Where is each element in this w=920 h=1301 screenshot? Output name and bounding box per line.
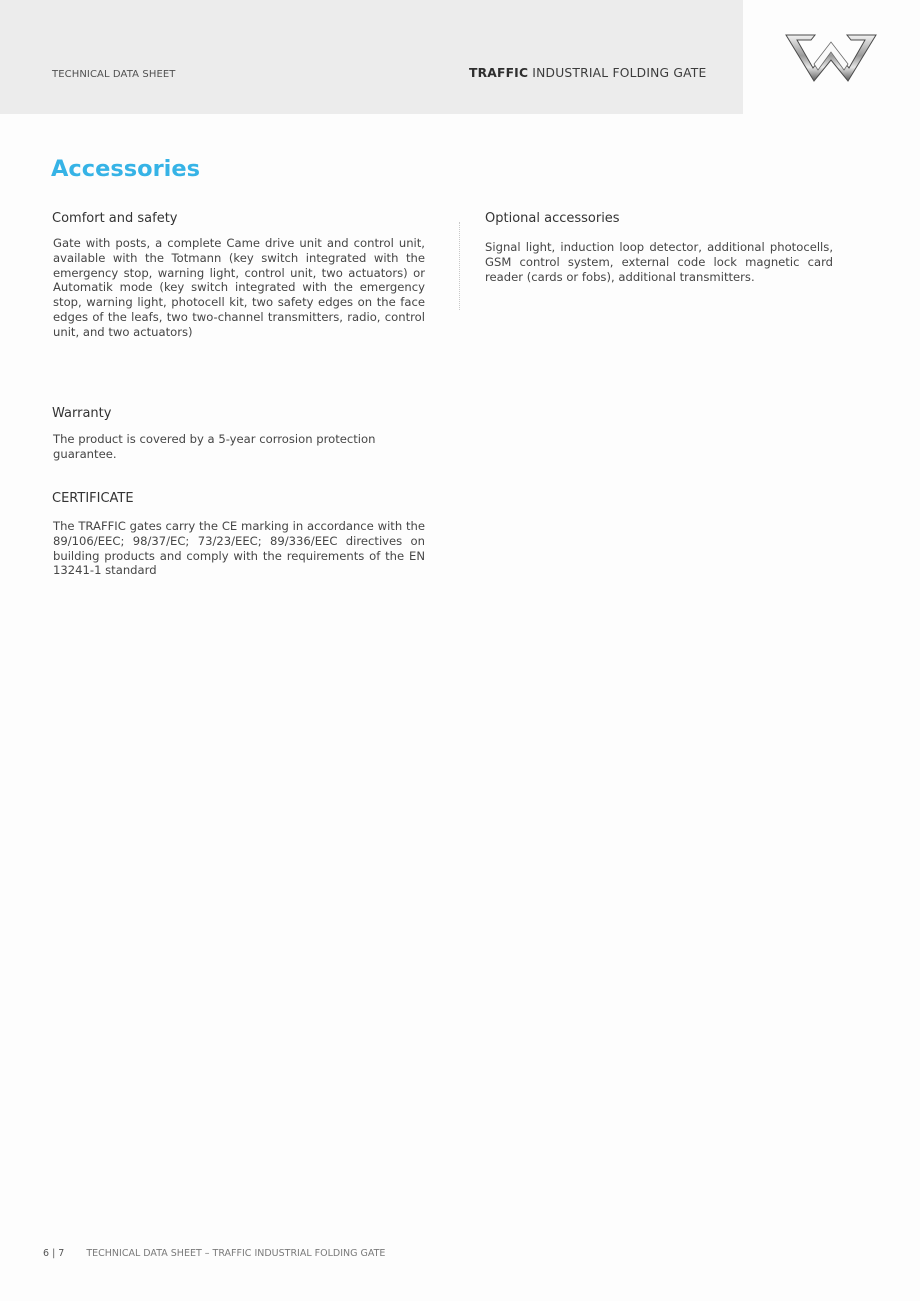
header-doc-type: TECHNICAL DATA SHEET [52,69,176,80]
header-product-rest: INDUSTRIAL FOLDING GATE [528,66,707,80]
warranty-text: The product is covered by a 5-year corrosion protection guarantee. [53,432,376,461]
section-title-comfort: Comfort and safety [52,211,178,226]
page-title: Accessories [51,156,201,182]
section-title-warranty: Warranty [52,406,112,421]
header-product-name [469,66,706,80]
section-title-certificate: CERTIFICATE [52,491,134,506]
page-number: 6 | 7 [43,1248,65,1259]
header-band [0,0,743,114]
w-chevron-logo-icon [785,32,877,82]
header-product-bold: TRAFFIC [469,66,529,80]
footer-text: TECHNICAL DATA SHEET – TRAFFIC INDUSTRIAL FOLDING GATE [86,1248,386,1259]
optional-text: Signal light, induction loop detector, additional photocells, GSM control system, external code lock magnetic card reader (cards or fobs), additional transmitters. [485,240,833,284]
certificate-text: The TRAFFIC gates carry the CE marking in accordance with the 89/106/EEC; 98/37/EC; 73/23/EEC; 89/336/EEC directives on building products and comply with the requirements of the EN 13241-1 standard [53,519,425,578]
column-divider [459,222,460,310]
section-title-optional: Optional accessories [485,211,620,226]
comfort-text: Gate with posts, a complete Came drive unit and control unit, available with the Totmann (key switch integrated with the emergency stop, warning light, control unit, two actuators) or Automatik mode (key switch integrated with the emergency stop, warning light, photocell kit, two safety edges on the face edges of the leafs, two two-channel transmitters, radio, control unit, and two actuators) [53,236,425,339]
footer [43,1248,385,1259]
